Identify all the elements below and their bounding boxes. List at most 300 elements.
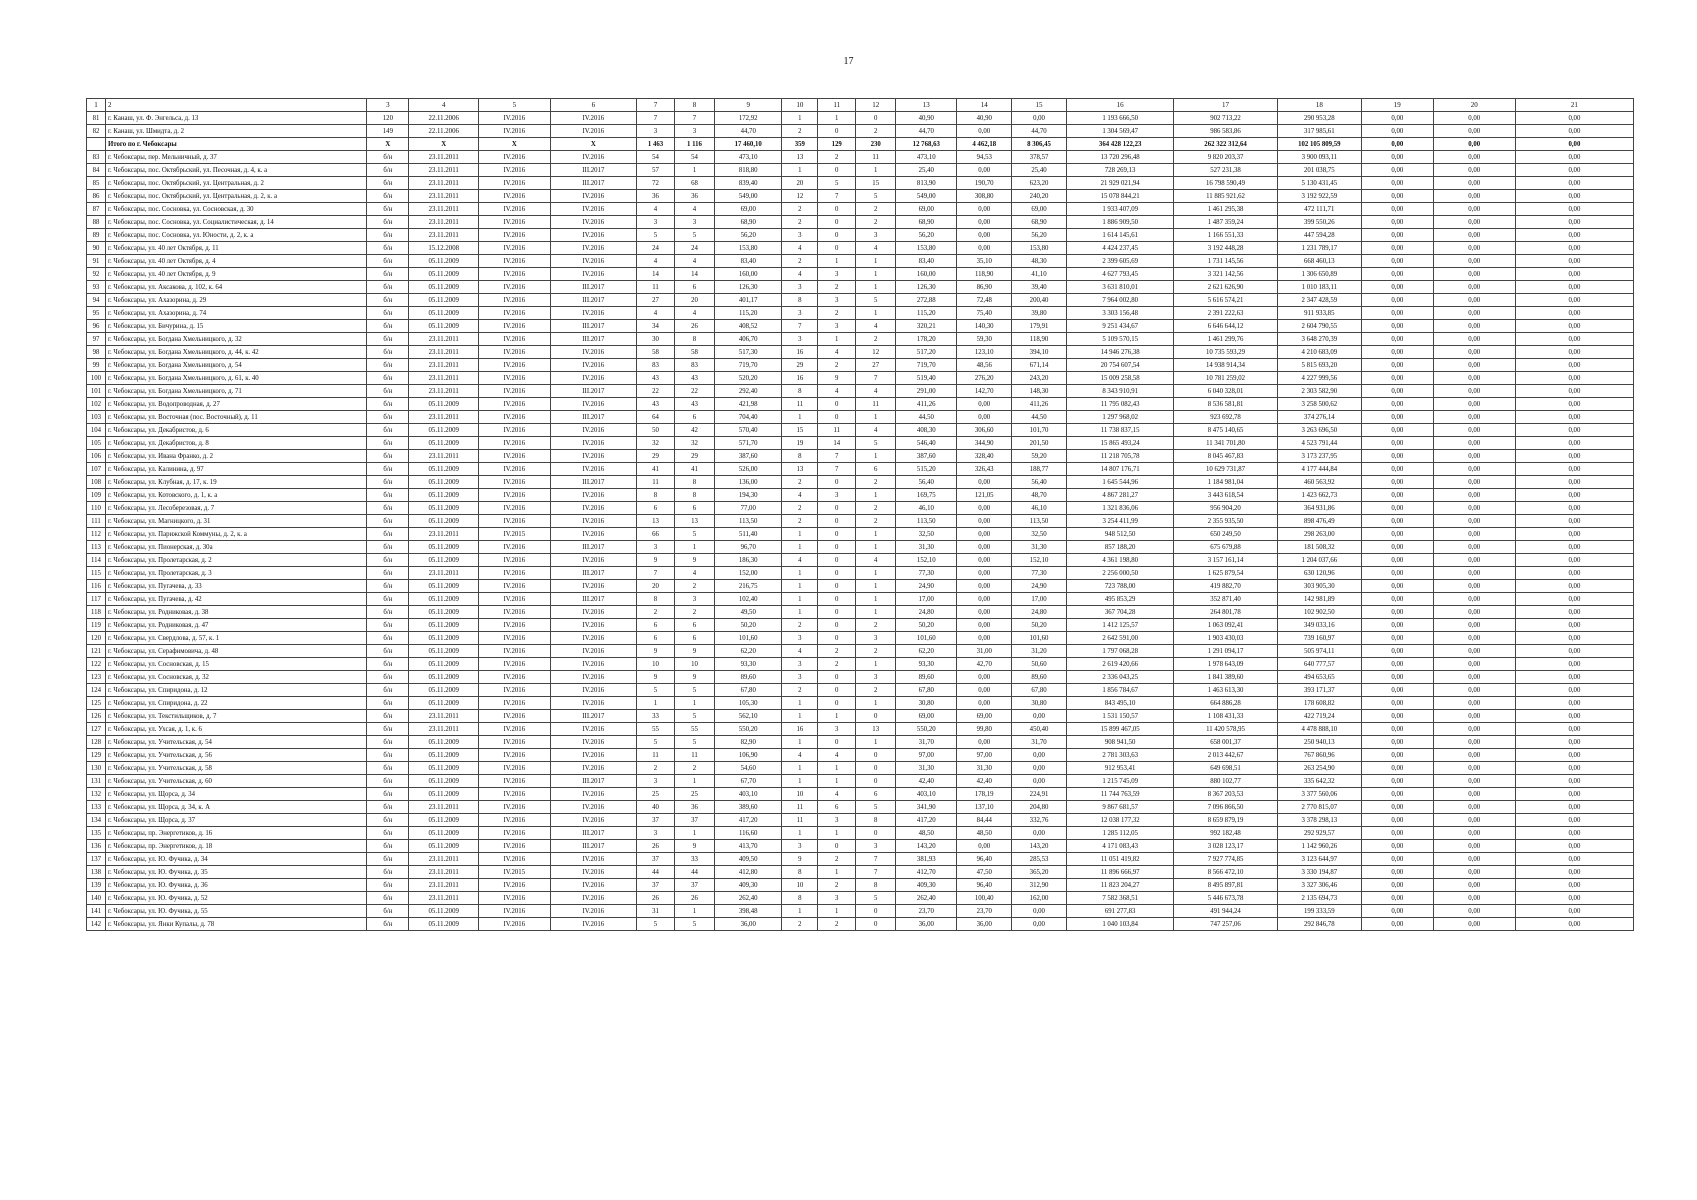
- table-cell: 0,00: [1012, 710, 1067, 723]
- table-row: [87, 632, 1634, 645]
- table-cell: 50,60: [1012, 658, 1067, 671]
- table-cell: г. Чебоксары, ул. Бичурина, д. 15: [105, 320, 366, 333]
- table-cell: 05.11.2009: [409, 320, 479, 333]
- table-cell: 8 566 472,10: [1174, 866, 1277, 879]
- table-cell: 0,00: [1515, 541, 1633, 554]
- table-cell: 11 218 705,78: [1066, 450, 1173, 463]
- table-cell: 0,00: [1433, 229, 1515, 242]
- table-cell: 4: [674, 307, 714, 320]
- table-cell: 0,00: [1433, 333, 1515, 346]
- table-cell: 0,00: [1515, 216, 1633, 229]
- table-cell: 328,40: [957, 450, 1012, 463]
- table-row: [87, 814, 1634, 827]
- table-cell: 0,00: [957, 242, 1012, 255]
- table-cell: 7 927 774,85: [1174, 853, 1277, 866]
- table-cell: 152,00: [715, 567, 782, 580]
- table-cell: 0,00: [1361, 554, 1433, 567]
- table-cell: 0,00: [1361, 788, 1433, 801]
- table-cell: 3: [856, 840, 896, 853]
- table-cell: 69,00: [896, 710, 957, 723]
- table-cell: 179,91: [1012, 320, 1067, 333]
- table-cell: 0,00: [1433, 398, 1515, 411]
- table-cell: 992 182,48: [1174, 827, 1277, 840]
- table-cell: 417,20: [715, 814, 782, 827]
- table-cell: 0,00: [1515, 138, 1633, 151]
- table-cell: 3: [782, 229, 818, 242]
- table-cell: III.2017: [550, 333, 636, 346]
- column-number: 1: [87, 99, 106, 112]
- table-cell: 129: [818, 138, 856, 151]
- table-cell: 3: [818, 723, 856, 736]
- table-cell: 912 953,41: [1066, 762, 1173, 775]
- table-cell: 303 905,30: [1277, 580, 1361, 593]
- table-cell: 0,00: [1515, 164, 1633, 177]
- table-cell: 419 882,70: [1174, 580, 1277, 593]
- table-cell: 0,00: [1361, 827, 1433, 840]
- table-cell: 2 619 420,66: [1066, 658, 1173, 671]
- table-cell: 0,00: [1361, 346, 1433, 359]
- table-cell: 2: [818, 359, 856, 372]
- table-row: [87, 788, 1634, 801]
- table-cell: 0,00: [1361, 541, 1433, 554]
- table-cell: 62,20: [896, 645, 957, 658]
- table-cell: б/н: [367, 463, 409, 476]
- table-cell: 31,30: [896, 541, 957, 554]
- table-cell: б/н: [367, 398, 409, 411]
- table-cell: 519,40: [896, 372, 957, 385]
- table-cell: б/н: [367, 879, 409, 892]
- table-cell: 505 974,11: [1277, 645, 1361, 658]
- table-cell: 14 807 176,71: [1066, 463, 1173, 476]
- table-cell: IV.2016: [478, 710, 550, 723]
- table-cell: 16: [782, 723, 818, 736]
- table-cell: б/н: [367, 255, 409, 268]
- table-cell: 49,50: [715, 606, 782, 619]
- table-cell: 0,00: [1515, 177, 1633, 190]
- table-cell: 0,00: [1361, 866, 1433, 879]
- table-cell: 4: [782, 749, 818, 762]
- table-cell: 1: [856, 541, 896, 554]
- table-cell: IV.2016: [550, 450, 636, 463]
- table-cell: б/н: [367, 866, 409, 879]
- table-cell: 05.11.2009: [409, 905, 479, 918]
- table-cell: г. Чебоксары, ул. Учительская, д. 60: [105, 775, 366, 788]
- table-cell: 10: [782, 788, 818, 801]
- table-cell: 05.11.2009: [409, 632, 479, 645]
- table-cell: IV.2016: [478, 580, 550, 593]
- table-cell: 140: [87, 892, 106, 905]
- table-cell: 0,00: [1433, 892, 1515, 905]
- table-cell: 0,00: [1012, 112, 1067, 125]
- table-cell: 0,00: [1433, 216, 1515, 229]
- table-cell: 1 978 643,09: [1174, 658, 1277, 671]
- table-cell: 68: [674, 177, 714, 190]
- table-cell: 0,00: [1433, 671, 1515, 684]
- table-cell: 292,40: [715, 385, 782, 398]
- table-cell: 0,00: [1361, 164, 1433, 177]
- table-cell: 05.11.2009: [409, 580, 479, 593]
- table-cell: г. Чебоксары, ул. Ахазорина, д. 29: [105, 294, 366, 307]
- table-cell: 83,40: [896, 255, 957, 268]
- table-cell: 1: [637, 697, 675, 710]
- table-cell: 6: [674, 632, 714, 645]
- table-cell: 0,00: [1433, 476, 1515, 489]
- table-cell: 107: [87, 463, 106, 476]
- table-cell: 0,00: [1433, 866, 1515, 879]
- table-cell: 7: [856, 853, 896, 866]
- table-cell: 2: [637, 762, 675, 775]
- table-cell: 0: [818, 606, 856, 619]
- table-cell: 29: [782, 359, 818, 372]
- table-cell: 89: [87, 229, 106, 242]
- table-cell: 3 648 270,39: [1277, 333, 1361, 346]
- table-cell: IV.2016: [478, 203, 550, 216]
- table-cell: 77,30: [896, 567, 957, 580]
- table-row: [87, 567, 1634, 580]
- table-cell: г. Чебоксары, ул. Ивана Франко, д. 2: [105, 450, 366, 463]
- table-cell: 0: [818, 203, 856, 216]
- table-cell: г. Чебоксары, ул. Аксакова, д. 102, к. 64: [105, 281, 366, 294]
- table-cell: б/н: [367, 541, 409, 554]
- table-cell: 0,00: [1515, 372, 1633, 385]
- table-cell: 491 944,24: [1174, 905, 1277, 918]
- table-cell: 2: [782, 515, 818, 528]
- table-cell: 05.11.2009: [409, 489, 479, 502]
- table-row: [87, 840, 1634, 853]
- table-cell: 412,70: [896, 866, 957, 879]
- table-cell: 224,91: [1012, 788, 1067, 801]
- table-cell: б/н: [367, 723, 409, 736]
- table-cell: 3: [674, 216, 714, 229]
- table-cell: 923 692,78: [1174, 411, 1277, 424]
- table-cell: 121,05: [957, 489, 1012, 502]
- table-cell: 39,80: [1012, 307, 1067, 320]
- table-cell: 4: [782, 489, 818, 502]
- table-cell: 104: [87, 424, 106, 437]
- table-cell: 1: [782, 580, 818, 593]
- table-cell: 0,00: [1361, 879, 1433, 892]
- table-cell: 0,00: [1433, 489, 1515, 502]
- column-number: 16: [1066, 99, 1173, 112]
- table-cell: 2: [782, 684, 818, 697]
- table-cell: г. Чебоксары, ул. Пролетарская, д. 2: [105, 554, 366, 567]
- table-cell: III.2017: [550, 320, 636, 333]
- table-cell: 05.11.2009: [409, 281, 479, 294]
- table-cell: 05.11.2009: [409, 736, 479, 749]
- table-cell: 0,00: [1433, 658, 1515, 671]
- table-cell: 0,00: [1515, 476, 1633, 489]
- table-cell: IV.2016: [550, 788, 636, 801]
- table-cell: 4: [782, 645, 818, 658]
- table-cell: 05.11.2009: [409, 307, 479, 320]
- table-cell: 549,00: [715, 190, 782, 203]
- table-cell: 11: [782, 801, 818, 814]
- table-cell: 95: [87, 307, 106, 320]
- table-cell: б/н: [367, 164, 409, 177]
- table-cell: 0,00: [1515, 567, 1633, 580]
- table-cell: 31,70: [896, 736, 957, 749]
- table-cell: 43: [674, 372, 714, 385]
- table-cell: 23.11.2011: [409, 359, 479, 372]
- table-cell: 97,00: [896, 749, 957, 762]
- table-cell: 0,00: [1515, 112, 1633, 125]
- table-cell: 34: [637, 320, 675, 333]
- table-cell: 2: [856, 684, 896, 697]
- table-cell: 1 645 544,96: [1066, 476, 1173, 489]
- table-cell: 129: [87, 749, 106, 762]
- table-cell: 1: [818, 762, 856, 775]
- table-cell: 5: [674, 918, 714, 931]
- table-cell: 44: [674, 866, 714, 879]
- table-cell: 1 166 551,33: [1174, 229, 1277, 242]
- table-cell: 0,00: [1433, 294, 1515, 307]
- table-cell: 57: [637, 164, 675, 177]
- table-cell: 103: [87, 411, 106, 424]
- table-cell: 0,00: [1515, 892, 1633, 905]
- table-cell: б/н: [367, 606, 409, 619]
- table-cell: 11 896 666,97: [1066, 866, 1173, 879]
- table-cell: 7: [782, 320, 818, 333]
- table-cell: 4: [856, 424, 896, 437]
- table-cell: 1: [856, 528, 896, 541]
- table-cell: III.2017: [550, 827, 636, 840]
- table-cell: 2: [818, 151, 856, 164]
- table-cell: 2: [782, 476, 818, 489]
- table-cell: 2: [856, 125, 896, 138]
- table-cell: 0: [856, 775, 896, 788]
- table-cell: 96: [87, 320, 106, 333]
- table-cell: 0,00: [1361, 814, 1433, 827]
- table-cell: 2 355 935,50: [1174, 515, 1277, 528]
- table-cell: 0,00: [1515, 840, 1633, 853]
- table-row: [87, 294, 1634, 307]
- table-cell: 68,90: [715, 216, 782, 229]
- table-cell: 0: [818, 476, 856, 489]
- table-cell: 23.11.2011: [409, 892, 479, 905]
- table-cell: 1: [856, 567, 896, 580]
- table-cell: 1 423 662,73: [1277, 489, 1361, 502]
- table-cell: 2: [782, 918, 818, 931]
- table-cell: 739 160,97: [1277, 632, 1361, 645]
- table-cell: 15 009 258,58: [1066, 372, 1173, 385]
- table-cell: 6: [637, 502, 675, 515]
- table-row: [87, 775, 1634, 788]
- table-cell: IV.2016: [478, 762, 550, 775]
- table-cell: 05.11.2009: [409, 658, 479, 671]
- table-cell: [87, 138, 106, 151]
- table-cell: 9: [637, 671, 675, 684]
- table-cell: 406,70: [715, 333, 782, 346]
- table-cell: 36,00: [896, 918, 957, 931]
- table-cell: 403,10: [896, 788, 957, 801]
- table-cell: 36: [674, 190, 714, 203]
- column-number: 5: [478, 99, 550, 112]
- table-cell: 114: [87, 554, 106, 567]
- table-cell: 393 171,37: [1277, 684, 1361, 697]
- table-cell: 843 495,10: [1066, 697, 1173, 710]
- table-cell: 857 188,20: [1066, 541, 1173, 554]
- table-cell: 23.11.2011: [409, 346, 479, 359]
- table-cell: IV.2016: [478, 333, 550, 346]
- table-cell: 4 227 999,56: [1277, 372, 1361, 385]
- table-cell: 05.11.2009: [409, 749, 479, 762]
- table-cell: 41,10: [1012, 268, 1067, 281]
- table-cell: 0,00: [1433, 463, 1515, 476]
- table-cell: 7 582 368,51: [1066, 892, 1173, 905]
- table-cell: IV.2016: [478, 281, 550, 294]
- table-cell: 0,00: [1361, 671, 1433, 684]
- table-cell: 128: [87, 736, 106, 749]
- table-cell: 126: [87, 710, 106, 723]
- table-cell: 0,00: [1361, 398, 1433, 411]
- table-cell: 12 768,63: [896, 138, 957, 151]
- table-cell: 3 254 411,99: [1066, 515, 1173, 528]
- table-cell: 4 424 237,45: [1066, 242, 1173, 255]
- table-cell: 1: [856, 164, 896, 177]
- table-cell: 0,00: [1433, 918, 1515, 931]
- table-cell: 23.11.2011: [409, 879, 479, 892]
- table-cell: 0: [818, 216, 856, 229]
- table-cell: г. Чебоксары, ул. Ю. Фучика, д. 34: [105, 853, 366, 866]
- table-cell: 658 001,37: [1174, 736, 1277, 749]
- table-cell: IV.2016: [478, 359, 550, 372]
- table-cell: 27: [856, 359, 896, 372]
- table-cell: IV.2016: [478, 645, 550, 658]
- table-row: [87, 580, 1634, 593]
- table-cell: 1 614 145,61: [1066, 229, 1173, 242]
- table-cell: 0: [856, 918, 896, 931]
- table-cell: 3 173 237,95: [1277, 450, 1361, 463]
- table-cell: 2: [818, 879, 856, 892]
- table-cell: 96,70: [715, 541, 782, 554]
- table-cell: 37: [674, 879, 714, 892]
- table-cell: 7: [818, 190, 856, 203]
- table-cell: 31,70: [1012, 736, 1067, 749]
- table-cell: 908 941,50: [1066, 736, 1173, 749]
- table-cell: 31: [637, 905, 675, 918]
- table-cell: 0,00: [1433, 827, 1515, 840]
- table-cell: IV.2016: [550, 554, 636, 567]
- table-cell: 3 378 298,13: [1277, 814, 1361, 827]
- table-cell: 2: [674, 762, 714, 775]
- table-cell: IV.2016: [550, 580, 636, 593]
- table-cell: 0,00: [1433, 554, 1515, 567]
- table-cell: 1 116: [674, 138, 714, 151]
- table-cell: 66: [637, 528, 675, 541]
- table-cell: 136: [87, 840, 106, 853]
- table-cell: 546,40: [896, 437, 957, 450]
- table-cell: 0,00: [957, 632, 1012, 645]
- table-cell: 20: [782, 177, 818, 190]
- table-cell: 292 929,57: [1277, 827, 1361, 840]
- table-cell: 1: [674, 775, 714, 788]
- table-cell: 2 347 428,59: [1277, 294, 1361, 307]
- table-cell: 0,00: [1433, 164, 1515, 177]
- table-cell: 1: [674, 827, 714, 840]
- column-number: 2: [105, 99, 366, 112]
- table-cell: 1 487 359,24: [1174, 216, 1277, 229]
- table-cell: 54: [674, 151, 714, 164]
- table-cell: 813,90: [896, 177, 957, 190]
- table-cell: 0,00: [1515, 606, 1633, 619]
- table-cell: 0,00: [1433, 853, 1515, 866]
- table-cell: 8 536 581,81: [1174, 398, 1277, 411]
- table-cell: 3: [637, 216, 675, 229]
- table-cell: 0,00: [1515, 918, 1633, 931]
- table-cell: 69,00: [957, 710, 1012, 723]
- table-row: [87, 723, 1634, 736]
- table-cell: 472 111,71: [1277, 203, 1361, 216]
- table-cell: 0,00: [1515, 697, 1633, 710]
- table-cell: 2 256 000,50: [1066, 567, 1173, 580]
- table-cell: 0,00: [1361, 775, 1433, 788]
- table-cell: 40,90: [957, 112, 1012, 125]
- table-cell: 317 985,61: [1277, 125, 1361, 138]
- table-cell: IV.2016: [550, 879, 636, 892]
- table-cell: 89,60: [896, 671, 957, 684]
- table-cell: г. Чебоксары, пос. Октябрьский, ул. Центральная, д. 2, к. а: [105, 190, 366, 203]
- table-cell: 40,90: [896, 112, 957, 125]
- table-row: [87, 827, 1634, 840]
- table-cell: 42,70: [957, 658, 1012, 671]
- table-cell: 19: [782, 437, 818, 450]
- table-cell: 0,00: [957, 567, 1012, 580]
- table-cell: г. Чебоксары, ул. Ахазорина, д. 74: [105, 307, 366, 320]
- table-cell: 11: [818, 424, 856, 437]
- table-cell: 0,00: [1361, 606, 1433, 619]
- column-number: 8: [674, 99, 714, 112]
- table-cell: 7 096 866,50: [1174, 801, 1277, 814]
- table-row: [87, 645, 1634, 658]
- table-cell: 22.11.2006: [409, 112, 479, 125]
- table-cell: 0,00: [1515, 333, 1633, 346]
- table-cell: 75,40: [957, 307, 1012, 320]
- table-cell: 3: [782, 632, 818, 645]
- table-cell: 94,53: [957, 151, 1012, 164]
- table-cell: 87: [87, 203, 106, 216]
- table-cell: 2 770 815,07: [1277, 801, 1361, 814]
- table-cell: б/н: [367, 684, 409, 697]
- table-cell: 0,00: [957, 164, 1012, 177]
- column-number: 11: [818, 99, 856, 112]
- table-cell: 58: [674, 346, 714, 359]
- table-cell: 1 321 836,06: [1066, 502, 1173, 515]
- table-row: [87, 216, 1634, 229]
- table-cell: 25,40: [896, 164, 957, 177]
- table-cell: 0,00: [1361, 307, 1433, 320]
- table-cell: 0,00: [1361, 411, 1433, 424]
- table-cell: 20: [637, 580, 675, 593]
- table-cell: 194,30: [715, 489, 782, 502]
- table-cell: 4: [637, 203, 675, 216]
- table-cell: 6: [637, 632, 675, 645]
- table-cell: 200,40: [1012, 294, 1067, 307]
- table-cell: 05.11.2009: [409, 294, 479, 307]
- table-cell: 1: [782, 762, 818, 775]
- table-cell: 3 263 696,50: [1277, 424, 1361, 437]
- table-cell: 123: [87, 671, 106, 684]
- table-cell: 8 495 897,81: [1174, 879, 1277, 892]
- table-cell: 2: [674, 580, 714, 593]
- table-cell: г. Чебоксары, пос. Октябрьский, ул. Центральная, д. 2: [105, 177, 366, 190]
- table-cell: 0,00: [1361, 359, 1433, 372]
- table-cell: IV.2016: [478, 814, 550, 827]
- table-cell: 2: [856, 645, 896, 658]
- table-cell: IV.2016: [478, 515, 550, 528]
- table-cell: 0,00: [1012, 905, 1067, 918]
- table-cell: 250 940,13: [1277, 736, 1361, 749]
- table-cell: 0,00: [957, 229, 1012, 242]
